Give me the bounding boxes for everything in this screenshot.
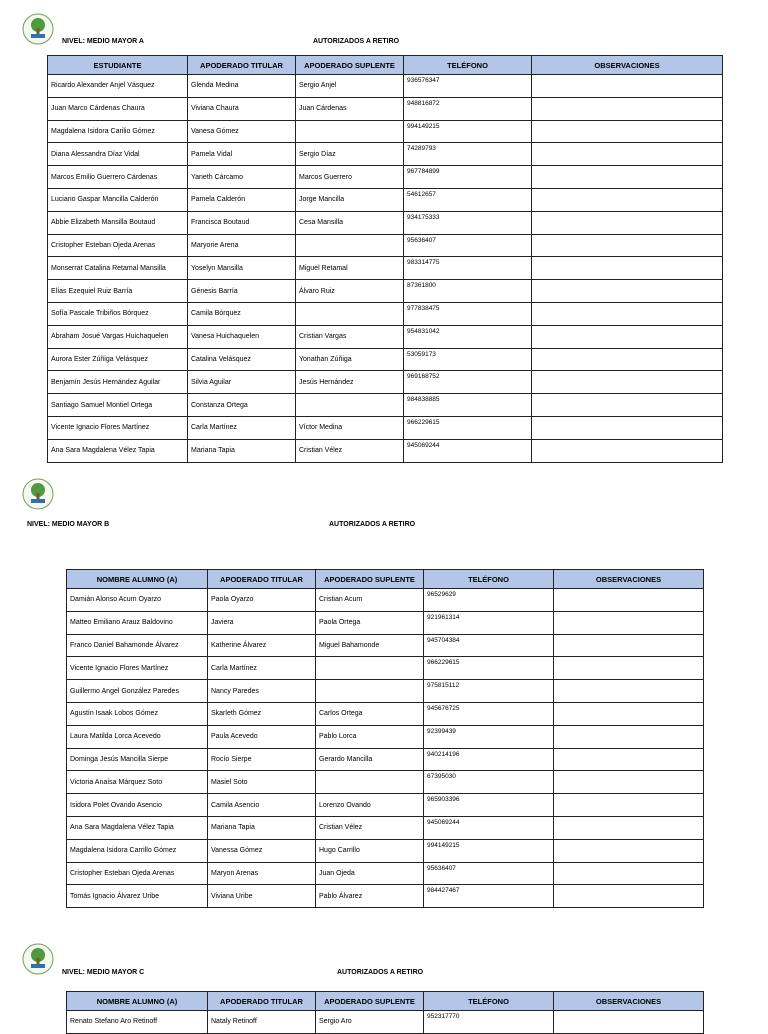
header-phone: TELÉFONO bbox=[424, 992, 554, 1011]
observations-cell bbox=[532, 75, 723, 98]
table-row bbox=[48, 257, 723, 280]
school-logo bbox=[22, 943, 54, 975]
alternate-guardian-cell: Cristian Acum bbox=[316, 589, 424, 612]
phone-cell: 945069244 bbox=[404, 439, 532, 462]
primary-guardian-cell: Constanza Ortega bbox=[188, 394, 296, 417]
observations-cell bbox=[554, 634, 704, 657]
table-row bbox=[48, 120, 723, 143]
table-row bbox=[67, 611, 704, 634]
phone-cell: 983314775 bbox=[404, 257, 532, 280]
primary-guardian-cell: Pamela Vidal bbox=[188, 143, 296, 166]
table-row bbox=[48, 211, 723, 234]
table-row bbox=[67, 771, 704, 794]
phone-cell: 965903396 bbox=[424, 794, 554, 817]
observations-cell bbox=[532, 325, 723, 348]
student-name-cell: Renato Stefano Aro Retinoff bbox=[67, 1011, 208, 1034]
alternate-guardian-cell: Cristian Vélez bbox=[296, 439, 404, 462]
primary-guardian-cell: Viviana Chaura bbox=[188, 97, 296, 120]
phone-cell: 92399439 bbox=[424, 725, 554, 748]
table-row bbox=[48, 371, 723, 394]
table-row bbox=[67, 589, 704, 612]
phone-cell: 936576347 bbox=[404, 75, 532, 98]
alternate-guardian-cell bbox=[316, 680, 424, 703]
table-row bbox=[67, 748, 704, 771]
student-name-cell: Juan Marco Cárdenas Chaura bbox=[48, 97, 188, 120]
phone-cell: 53059173 bbox=[404, 348, 532, 371]
observations-cell bbox=[554, 748, 704, 771]
alternate-guardian-cell: Paola Ortega bbox=[316, 611, 424, 634]
alternate-guardian-cell: Yonathan Zúñiga bbox=[296, 348, 404, 371]
primary-guardian-cell: Vanessa Gómez bbox=[208, 839, 316, 862]
primary-guardian-cell: Viviana Uribe bbox=[208, 885, 316, 908]
primary-guardian-cell: Carla Martínez bbox=[208, 657, 316, 680]
primary-guardian-cell: Mariana Tapia bbox=[208, 816, 316, 839]
phone-cell: 54612657 bbox=[404, 188, 532, 211]
student-name-cell: Abraham Josué Vargas Huichaquelen bbox=[48, 325, 188, 348]
table-row bbox=[67, 885, 704, 908]
student-name-cell: Cristopher Esteban Ojeda Arenas bbox=[67, 862, 208, 885]
header-observations: OBSERVACIONES bbox=[554, 570, 704, 589]
table-row bbox=[48, 143, 723, 166]
alternate-guardian-cell: Hugo Carrillo bbox=[316, 839, 424, 862]
table-header-row bbox=[67, 570, 704, 589]
header-primary-guardian: APODERADO TITULAR bbox=[188, 56, 296, 75]
phone-cell: 966229615 bbox=[424, 657, 554, 680]
table-row bbox=[67, 702, 704, 725]
phone-cell: 952317770 bbox=[424, 1011, 554, 1034]
observations-cell bbox=[532, 97, 723, 120]
student-name-cell: Marcos Emilio Guerrero Cárdenas bbox=[48, 166, 188, 189]
primary-guardian-cell: Vanesa Gómez bbox=[188, 120, 296, 143]
header-alternate-guardian: APODERADO SUPLENTE bbox=[296, 56, 404, 75]
alternate-guardian-cell: Víctor Medina bbox=[296, 416, 404, 439]
primary-guardian-cell: Génesis Barría bbox=[188, 280, 296, 303]
observations-cell bbox=[532, 302, 723, 325]
authorized-label: AUTORIZADOS A RETIRO bbox=[313, 38, 400, 45]
table-row bbox=[48, 75, 723, 98]
header-primary-guardian: APODERADO TITULAR bbox=[208, 992, 316, 1011]
alternate-guardian-cell bbox=[316, 657, 424, 680]
authorized-label: AUTORIZADOS A RETIRO bbox=[329, 521, 416, 528]
alternate-guardian-cell bbox=[296, 234, 404, 257]
primary-guardian-cell: Vanesa Huichaquelen bbox=[188, 325, 296, 348]
primary-guardian-cell: Glenda Medina bbox=[188, 75, 296, 98]
header-alternate-guardian: APODERADO SUPLENTE bbox=[316, 570, 424, 589]
level-label: NIVEL: MEDIO MAYOR C bbox=[62, 969, 145, 976]
phone-cell: 977838475 bbox=[404, 302, 532, 325]
phone-cell: 984427467 bbox=[424, 885, 554, 908]
alternate-guardian-cell: Juan Ojeda bbox=[316, 862, 424, 885]
primary-guardian-cell: Nancy Paredes bbox=[208, 680, 316, 703]
table-row bbox=[67, 657, 704, 680]
observations-cell bbox=[554, 725, 704, 748]
primary-guardian-cell: Javiera bbox=[208, 611, 316, 634]
phone-cell: 96529629 bbox=[424, 589, 554, 612]
observations-cell bbox=[554, 862, 704, 885]
students-table-b bbox=[66, 569, 704, 908]
school-logo bbox=[22, 13, 54, 45]
level-label: NIVEL: MEDIO MAYOR A bbox=[62, 38, 144, 45]
phone-cell: 945704384 bbox=[424, 634, 554, 657]
primary-guardian-cell: Pamela Calderón bbox=[188, 188, 296, 211]
table-row bbox=[48, 188, 723, 211]
primary-guardian-cell: Maryon Arenas bbox=[208, 862, 316, 885]
alternate-guardian-cell bbox=[296, 120, 404, 143]
alternate-guardian-cell: Gerardo Mancilla bbox=[316, 748, 424, 771]
phone-cell: 994149215 bbox=[404, 120, 532, 143]
phone-cell: 74289793 bbox=[404, 143, 532, 166]
primary-guardian-cell: Francisca Boutaud bbox=[188, 211, 296, 234]
students-table-a bbox=[47, 55, 723, 463]
observations-cell bbox=[532, 188, 723, 211]
student-name-cell: Matteo Emiliano Arauz Baldovino bbox=[67, 611, 208, 634]
table-row bbox=[67, 680, 704, 703]
header-phone: TELÉFONO bbox=[404, 56, 532, 75]
student-name-cell: Damián Alonso Acum Oyarzo bbox=[67, 589, 208, 612]
observations-cell bbox=[554, 1011, 704, 1034]
observations-cell bbox=[554, 885, 704, 908]
student-name-cell: Diana Alessandra Díaz Vidal bbox=[48, 143, 188, 166]
phone-cell: 969168752 bbox=[404, 371, 532, 394]
alternate-guardian-cell: Jorge Mancilla bbox=[296, 188, 404, 211]
table-row bbox=[48, 234, 723, 257]
table-row bbox=[48, 325, 723, 348]
alternate-guardian-cell: Juan Cárdenas bbox=[296, 97, 404, 120]
primary-guardian-cell: Rocío Sierpe bbox=[208, 748, 316, 771]
observations-cell bbox=[554, 589, 704, 612]
table-row bbox=[48, 280, 723, 303]
observations-cell bbox=[554, 771, 704, 794]
phone-cell: 975815112 bbox=[424, 680, 554, 703]
header-primary-guardian: APODERADO TITULAR bbox=[208, 570, 316, 589]
header-student: NOMBRE ALUMNO (A) bbox=[67, 570, 208, 589]
primary-guardian-cell: Paula Acevedo bbox=[208, 725, 316, 748]
table-row bbox=[67, 839, 704, 862]
phone-cell: 967784899 bbox=[404, 166, 532, 189]
table-row bbox=[48, 439, 723, 462]
header-student: ESTUDIANTE bbox=[48, 56, 188, 75]
primary-guardian-cell: Yaneth Cárcamo bbox=[188, 166, 296, 189]
observations-cell bbox=[532, 439, 723, 462]
phone-cell: 984838885 bbox=[404, 394, 532, 417]
phone-cell: 934175333 bbox=[404, 211, 532, 234]
table-row bbox=[48, 416, 723, 439]
students-table-c bbox=[66, 991, 704, 1034]
observations-cell bbox=[532, 348, 723, 371]
table-row bbox=[48, 166, 723, 189]
phone-cell: 945069244 bbox=[424, 816, 554, 839]
student-name-cell: Ricardo Alexander Anjel Vásquez bbox=[48, 75, 188, 98]
observations-cell bbox=[532, 416, 723, 439]
primary-guardian-cell: Catalina Velásquez bbox=[188, 348, 296, 371]
phone-cell: 954831042 bbox=[404, 325, 532, 348]
phone-cell: 95636407 bbox=[404, 234, 532, 257]
phone-cell: 921961314 bbox=[424, 611, 554, 634]
student-name-cell: Ana Sara Magdalena Vélez Tapia bbox=[48, 439, 188, 462]
student-name-cell: Guillermo Angel González Paredes bbox=[67, 680, 208, 703]
phone-cell: 945676725 bbox=[424, 702, 554, 725]
primary-guardian-cell: Camila Asencio bbox=[208, 794, 316, 817]
observations-cell bbox=[554, 794, 704, 817]
table-row bbox=[48, 394, 723, 417]
observations-cell bbox=[554, 816, 704, 839]
table-row bbox=[48, 302, 723, 325]
observations-cell bbox=[554, 657, 704, 680]
student-name-cell: Vicente Ignacio Flores Martínez bbox=[48, 416, 188, 439]
level-label: NIVEL: MEDIO MAYOR B bbox=[27, 521, 110, 528]
alternate-guardian-cell: Miguel Retamal bbox=[296, 257, 404, 280]
alternate-guardian-cell: Pablo Álvarez bbox=[316, 885, 424, 908]
student-name-cell: Monserrat Catalina Retamal Mansilla bbox=[48, 257, 188, 280]
header-observations: OBSERVACIONES bbox=[532, 56, 723, 75]
student-name-cell: Victoria Anaísa Márquez Soto bbox=[67, 771, 208, 794]
student-name-cell: Cristopher Esteban Ojeda Arenas bbox=[48, 234, 188, 257]
alternate-guardian-cell: Lorenzo Ovando bbox=[316, 794, 424, 817]
student-name-cell: Magdalena Isidora Carrillo Gómez bbox=[67, 839, 208, 862]
observations-cell bbox=[532, 257, 723, 280]
primary-guardian-cell: Skarleth Gómez bbox=[208, 702, 316, 725]
primary-guardian-cell: Nataly Retinoff bbox=[208, 1011, 316, 1034]
student-name-cell: Laura Matilda Lorca Acevedo bbox=[67, 725, 208, 748]
header-alternate-guardian: APODERADO SUPLENTE bbox=[316, 992, 424, 1011]
observations-cell bbox=[532, 166, 723, 189]
student-name-cell: Abbie Elizabeth Mansilla Boutaud bbox=[48, 211, 188, 234]
student-name-cell: Isidora Polet Ovando Asencio bbox=[67, 794, 208, 817]
observations-cell bbox=[532, 371, 723, 394]
phone-cell: 994149215 bbox=[424, 839, 554, 862]
observations-cell bbox=[532, 280, 723, 303]
table-row bbox=[67, 725, 704, 748]
student-name-cell: Dominga Jesús Mancilla Sierpe bbox=[67, 748, 208, 771]
phone-cell: 67395030 bbox=[424, 771, 554, 794]
student-name-cell: Franco Daniel Bahamonde Álvarez bbox=[67, 634, 208, 657]
student-name-cell: Magdalena Isidora Carilio Gómez bbox=[48, 120, 188, 143]
table-row bbox=[67, 862, 704, 885]
table-header-row bbox=[67, 992, 704, 1011]
primary-guardian-cell: Maryorie Arena bbox=[188, 234, 296, 257]
student-name-cell: Aurora Ester Zúñiga Velásquez bbox=[48, 348, 188, 371]
observations-cell bbox=[554, 680, 704, 703]
observations-cell bbox=[554, 611, 704, 634]
alternate-guardian-cell: Sergio Díaz bbox=[296, 143, 404, 166]
student-name-cell: Benjamín Jesús Hernández Aguilar bbox=[48, 371, 188, 394]
student-name-cell: Santiago Samuel Montiel Ortega bbox=[48, 394, 188, 417]
table-row bbox=[67, 1011, 704, 1034]
observations-cell bbox=[532, 143, 723, 166]
phone-cell: 966229615 bbox=[404, 416, 532, 439]
phone-cell: 940214196 bbox=[424, 748, 554, 771]
alternate-guardian-cell: Pablo Lorca bbox=[316, 725, 424, 748]
observations-cell bbox=[532, 120, 723, 143]
observations-cell bbox=[532, 234, 723, 257]
student-name-cell: Ana Sara Magdalena Vélez Tapia bbox=[67, 816, 208, 839]
alternate-guardian-cell bbox=[296, 302, 404, 325]
primary-guardian-cell: Camila Bórquez bbox=[188, 302, 296, 325]
phone-cell: 95636407 bbox=[424, 862, 554, 885]
alternate-guardian-cell: Cesa Mansilla bbox=[296, 211, 404, 234]
alternate-guardian-cell: Jesús Hernández bbox=[296, 371, 404, 394]
alternate-guardian-cell: Marcos Guerrero bbox=[296, 166, 404, 189]
observations-cell bbox=[554, 839, 704, 862]
student-name-cell: Elías Ezequiel Ruiz Barría bbox=[48, 280, 188, 303]
table-header-row bbox=[48, 56, 723, 75]
table-row bbox=[48, 348, 723, 371]
primary-guardian-cell: Paola Oyarzo bbox=[208, 589, 316, 612]
phone-cell: 87361800 bbox=[404, 280, 532, 303]
student-name-cell: Luciano Gaspar Mancilla Calderón bbox=[48, 188, 188, 211]
primary-guardian-cell: Mariana Tapia bbox=[188, 439, 296, 462]
phone-cell: 948816872 bbox=[404, 97, 532, 120]
table-row bbox=[48, 97, 723, 120]
header-phone: TELÉFONO bbox=[424, 570, 554, 589]
alternate-guardian-cell bbox=[316, 771, 424, 794]
alternate-guardian-cell: Carlos Ortega bbox=[316, 702, 424, 725]
alternate-guardian-cell: Sergio Aro bbox=[316, 1011, 424, 1034]
observations-cell bbox=[532, 394, 723, 417]
alternate-guardian-cell: Miguel Bahamonde bbox=[316, 634, 424, 657]
primary-guardian-cell: Masiel Soto bbox=[208, 771, 316, 794]
header-observations: OBSERVACIONES bbox=[554, 992, 704, 1011]
table-row bbox=[67, 634, 704, 657]
student-name-cell: Sofía Pascale Tribiños Bórquez bbox=[48, 302, 188, 325]
table-row bbox=[67, 816, 704, 839]
student-name-cell: Tomás Ignacio Álvarez Uribe bbox=[67, 885, 208, 908]
school-logo bbox=[22, 478, 54, 510]
primary-guardian-cell: Silvia Aguilar bbox=[188, 371, 296, 394]
alternate-guardian-cell: Cristian Vélez bbox=[316, 816, 424, 839]
primary-guardian-cell: Katherine Álvarez bbox=[208, 634, 316, 657]
student-name-cell: Vicente Ignacio Flores Martínez bbox=[67, 657, 208, 680]
primary-guardian-cell: Yoselyn Mansilla bbox=[188, 257, 296, 280]
authorized-label: AUTORIZADOS A RETIRO bbox=[337, 969, 424, 976]
alternate-guardian-cell bbox=[296, 394, 404, 417]
primary-guardian-cell: Carla Martínez bbox=[188, 416, 296, 439]
alternate-guardian-cell: Álvaro Ruiz bbox=[296, 280, 404, 303]
table-row bbox=[67, 794, 704, 817]
alternate-guardian-cell: Cristian Vargas bbox=[296, 325, 404, 348]
observations-cell bbox=[554, 702, 704, 725]
observations-cell bbox=[532, 211, 723, 234]
student-name-cell: Agustín Isaak Lobos Gómez bbox=[67, 702, 208, 725]
alternate-guardian-cell: Sergio Anjel bbox=[296, 75, 404, 98]
header-student: NOMBRE ALUMNO (A) bbox=[67, 992, 208, 1011]
